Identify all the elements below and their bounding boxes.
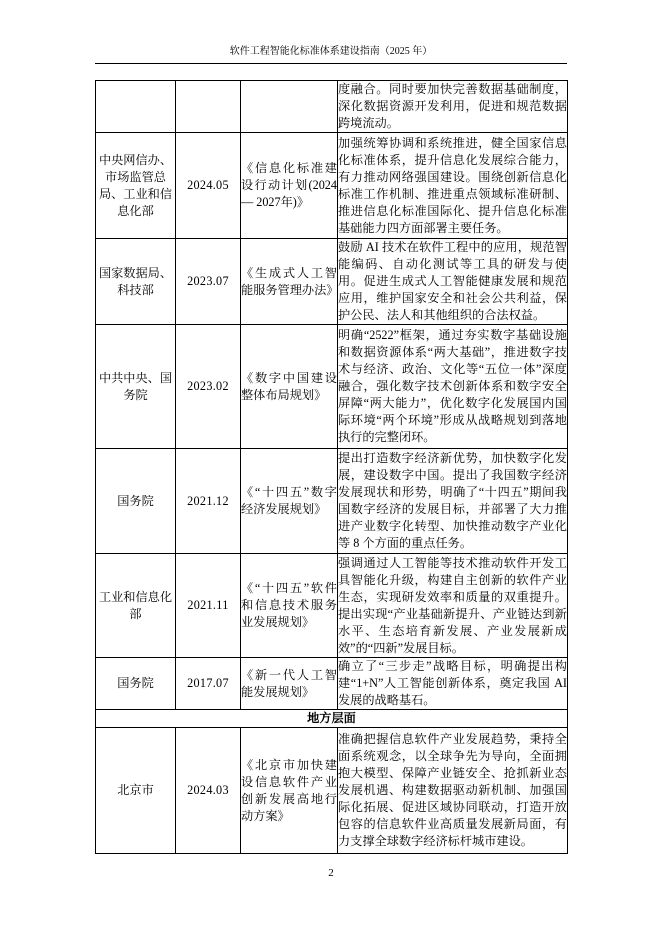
description-cell: 明确“2522”框架，通过夯实数字基础设施和数据资源体系“两大基础”，推进数字技术与经济、政治、文化等“五位一体”深度融合，强化数字技术创新体系和数字安全屏障“两大能力”，优化数字化发展国内国际环境“两个环境”形成从战略规划到落地执行的完整闭环。 [338, 325, 568, 449]
table-row [96, 239, 568, 325]
running-header: 软件工程智能化标准体系建设指南（2025 年） [229, 46, 433, 57]
issuer-cell: 工业和信息化部 [96, 554, 176, 658]
issuer-cell [96, 81, 176, 133]
table-row [96, 658, 568, 710]
description-cell: 度融合。同时要加快完善数据基础制度，深化数据资源开发利用，促进和规范数据跨境流动。 [338, 81, 568, 133]
document-cell: 《数字中国建设整体布局规划》 [241, 325, 338, 449]
document-cell: 《新一代人工智能发展规划》 [241, 658, 338, 710]
document-cell [241, 81, 338, 133]
issuer-cell: 中共中央、国务院 [96, 325, 176, 449]
table-row [96, 133, 568, 239]
header-rule [95, 63, 567, 64]
table-row [96, 81, 568, 133]
section-heading: 地方层面 [96, 710, 568, 728]
issuer-cell: 国务院 [96, 658, 176, 710]
issuer-cell: 国务院 [96, 449, 176, 554]
date-cell: 2021.11 [176, 554, 241, 658]
date-cell: 2023.07 [176, 239, 241, 325]
policy-table [95, 80, 568, 854]
description-cell: 准确把握信息软件产业发展趋势，秉持全面系统观念，以全球争先为导向，全面拥抱大模型、保障产业链安全、抢抓新业态发展机遇、构建数据驱动新机制、加强国际化拓展、促进区域协同联动，打造开放包容的信息软件业高质量发展新局面，有力支撑全球数字经济标杆城市建设。 [338, 728, 568, 854]
description-cell: 鼓励 AI 技术在软件工程中的应用，规范智能编码、自动化测试等工具的研发与使用。促进生成式人工智能健康发展和规范应用，维护国家安全和社会公共利益，保护公民、法人和其他组织的合法权益。 [338, 239, 568, 325]
issuer-cell: 国家数据局、科技部 [96, 239, 176, 325]
document-cell: 《“十四五”软件和信息技术服务业发展规划》 [241, 554, 338, 658]
description-cell: 强调通过人工智能等技术推动软件开发工具智能化升级，构建自主创新的软件产业生态，实现研发效率和质量的双重提升。提出实现“产业基础新提升、产业链达到新水平、生态培育新发展、产业发展新成效”的“四新”发展目标。 [338, 554, 568, 658]
date-cell [176, 81, 241, 133]
description-cell: 提出打造数字经济新优势，加快数字化发展，建设数字中国。提出了我国数字经济发展现状和形势，明确了“十四五”期间我国数字经济的发展目标，并部署了大力推进产业数字化转型、加快推动数字产业化等 8 个方面的重点任务。 [338, 449, 568, 554]
page-number: 2 [328, 867, 334, 879]
table-row [96, 325, 568, 449]
table-row [96, 449, 568, 554]
issuer-cell: 中央网信办、市场监管总局、工业和信息化部 [96, 133, 176, 239]
date-cell: 2017.07 [176, 658, 241, 710]
date-cell: 2021.12 [176, 449, 241, 554]
table-row [96, 728, 568, 854]
description-cell: 加强统筹协调和系统推进，健全国家信息化标准体系，提升信息化发展综合能力，有力推动网络强国建设。围绕创新信息化标准工作机制、推进重点领域标准研制、推进信息化标准国际化、提升信息化标准基础能力四方面部署主要任务。 [338, 133, 568, 239]
table-row [96, 554, 568, 658]
issuer-cell: 北京市 [96, 728, 176, 854]
document-cell: 《信息化标准建设行动计划(2024 — 2027年)》 [241, 133, 338, 239]
document-cell: 《生成式人工智能服务管理办法》 [241, 239, 338, 325]
date-cell: 2023.02 [176, 325, 241, 449]
document-cell: 《“十四五”数字经济发展规划》 [241, 449, 338, 554]
document-cell: 《北京市加快建设信息软件产业创新发展高地行动方案》 [241, 728, 338, 854]
description-cell: 确立了“三步走”战略目标，明确提出构建“1+N”人工智能创新体系，奠定我国 AI 发展的战略基石。 [338, 658, 568, 710]
date-cell: 2024.05 [176, 133, 241, 239]
date-cell: 2024.03 [176, 728, 241, 854]
section-heading-row [96, 710, 568, 728]
